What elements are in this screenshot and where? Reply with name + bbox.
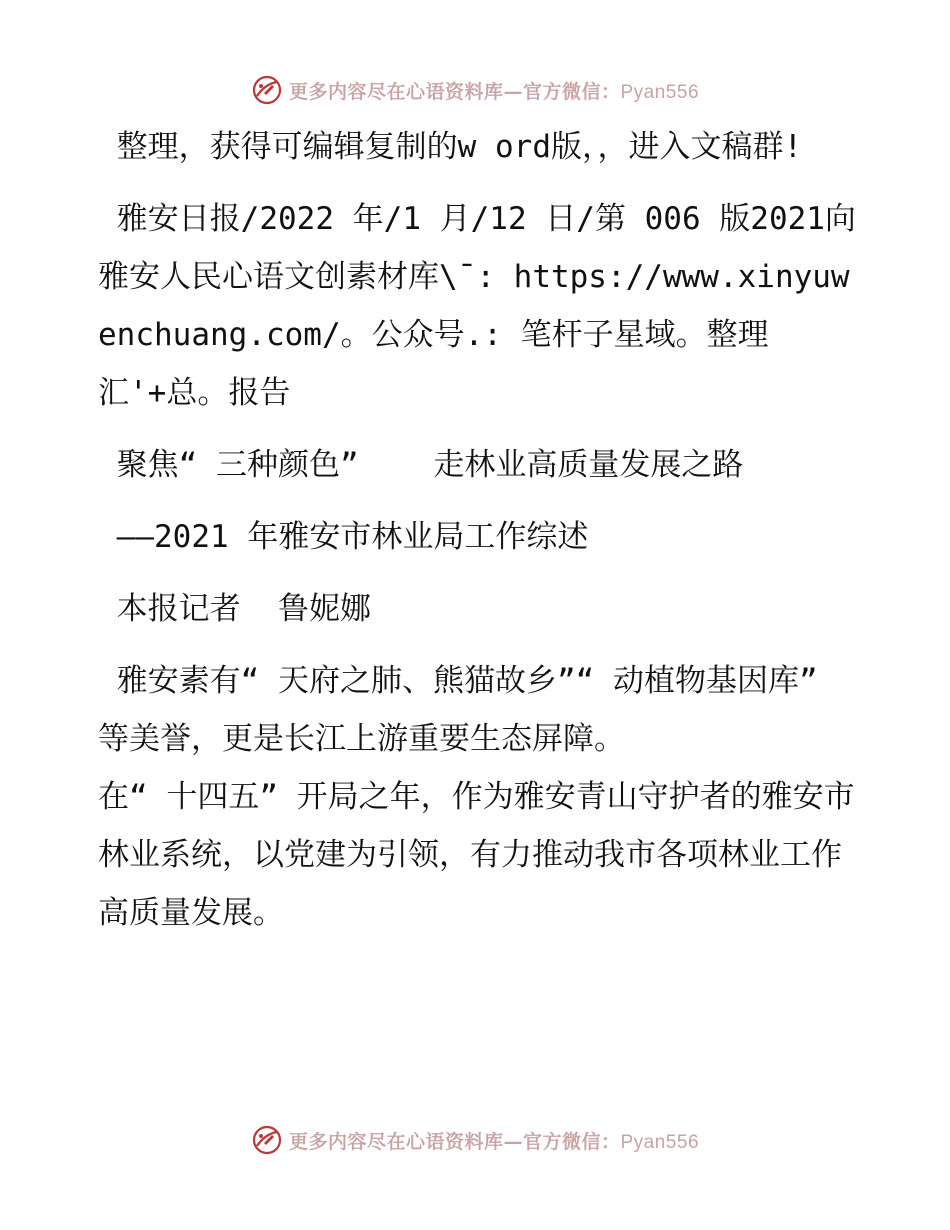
watermark-text: 更多内容尽在心语资料库—官方微信：Pyan556 [288,1130,700,1153]
document-body [98,118,858,956]
article-subtitle: ——2021 年雅安市林业局工作综述 [98,519,589,555]
brand-logo-icon [251,1124,283,1156]
header-watermark [0,70,950,110]
body-paragraph: 雅安素有“ 天府之肺、熊猫故乡”“ 动植物基因库” 等美誉，更是长江上游重要生态屏障。 [98,663,837,757]
watermark-id: Pyan556 [620,1131,700,1153]
body-paragraph: 在“ 十四五” 开局之年，作为雅安青山守护者的雅安市林业系统，以党建为引领，有力推动我市各项林业工作高质量发展。 [98,779,855,931]
source-paragraph: 雅安日报/2022 年/1 月/12 日/第 006 版2021向雅安人民心语文创素材库\¯: https://www.xinyuwenchuang.com/。公众号.: 笔杆子星域。整理汇'+总。报告 [98,201,856,411]
watermark-text: 更多内容尽在心语资料库—官方微信：Pyan556 [288,80,700,103]
brand-logo-icon [251,74,283,106]
article-title: 聚焦“ 三种颜色” 走林业高质量发展之路 [98,447,744,483]
intro-paragraph: 整理，获得可编辑复制的w ord版，，进入文稿群! [98,129,803,165]
article-byline: 本报记者 鲁妮娜 [98,591,371,627]
watermark-id: Pyan556 [620,81,700,103]
footer-watermark [0,1120,950,1160]
